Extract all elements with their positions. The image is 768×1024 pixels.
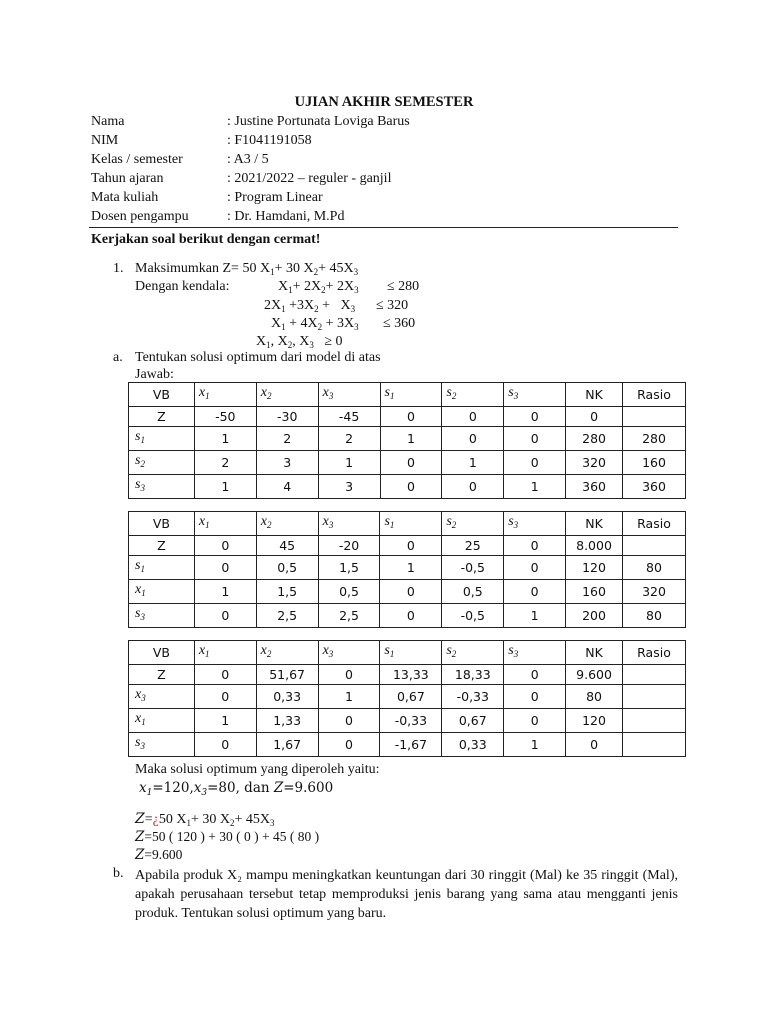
row-vb: $s_1$ [129,427,195,451]
solution-x1-value: =120, [152,780,194,796]
cell: 1,5 [256,580,318,604]
info-value-matkul: : Program Linear [227,190,323,205]
table-row [129,580,686,604]
header-s3: $s_3$ [504,641,566,665]
part-a-letter: a. [113,350,123,365]
header-s1: $s_1$ [380,512,442,536]
cell: 0 [318,709,380,733]
cell: 0,5 [318,580,380,604]
cell: 1 [194,580,256,604]
header-x3: $x_3$ [318,641,380,665]
cell: 0,67 [442,709,504,733]
cell: 1,33 [256,709,318,733]
z-line1-rest: 50 X [158,812,187,827]
cell: 2 [318,427,380,451]
simplex-table-1 [128,382,686,499]
part-b-text: Apabila produk X₂ mampu meningkatkan keuntungan dari 30 ringgit (Mal) ke 35 ringgit (Mal), apakah perusahaan tersebut tetap memproduksi jenis barang yang sama atau mengganti jenis produk. Tentukan solusi optimum yang baru. [135,868,678,921]
cell: 0 [318,733,380,757]
cell: 1 [318,685,380,709]
table-header-row [129,383,686,407]
table-row [129,407,686,427]
page-title: UJIAN AKHIR SEMESTER [294,94,474,110]
info-label-kelas: Kelas / semester [91,152,183,167]
nonneg-constraint: $X_1$, $X_2$, $X_3$ ≥ 0 [256,334,343,350]
cell: 1,5 [318,556,380,580]
cell [623,709,686,733]
header-s2: $s_2$ [442,641,504,665]
cell: 200 [566,604,623,628]
info-label-dosen: Dosen pengampu [91,209,189,224]
cell: 80 [623,604,686,628]
cell: 2,5 [318,604,380,628]
cell: 280 [566,427,623,451]
cell: 360 [623,475,686,499]
cell: 0 [194,733,256,757]
header-s2: $s_2$ [442,383,504,407]
cell: 1,67 [256,733,318,757]
header-rasio: Rasio [623,512,686,536]
cell [623,665,686,685]
z-equation-line-3: Z=9.600 [135,847,183,863]
cell: 0 [194,685,256,709]
cell: 0,5 [256,556,318,580]
solution-x3-value: =80 [207,780,236,796]
table-header-row [129,512,686,536]
answer-label: Jawab: [135,367,174,382]
conclusion-text: Maka solusi optimum yang diperoleh yaitu: [135,762,380,777]
nonneg-symbol: ≥ 0 [324,334,343,349]
cell: 1 [318,451,380,475]
cell: -0,5 [442,604,504,628]
header-s1: $s_1$ [380,641,442,665]
cell: 0 [504,556,566,580]
cell: 18,33 [442,665,504,685]
cell: 0 [380,451,442,475]
cell: 1 [194,709,256,733]
objective-prefix: Maksimumkan Z= 50 X [135,261,271,276]
cell: 0 [504,407,566,427]
cell: -20 [318,536,380,556]
cell: 3 [318,475,380,499]
cell: -0,33 [442,685,504,709]
cell: 0 [504,685,566,709]
cell: 0 [504,451,566,475]
header-x2: $x_2$ [256,641,318,665]
constraint-1-rhs: ≤ 280 [387,279,420,294]
row-vb: $s_2$ [129,451,195,475]
table-row [129,733,686,757]
cell: -30 [256,407,318,427]
cell: 160 [566,580,623,604]
header-vb: VB [129,383,195,407]
cell: 0 [194,604,256,628]
cell: 1 [504,733,566,757]
cell: 0,5 [442,580,504,604]
solution-and: , dan [235,780,270,796]
cell: 1 [380,427,442,451]
row-vb: $s_3$ [129,604,195,628]
table-row [129,427,686,451]
cell [623,733,686,757]
cell: 160 [623,451,686,475]
cell: 0 [504,665,566,685]
info-value-tahun: : 2021/2022 – reguler - ganjil [227,171,392,186]
cell: 1 [504,604,566,628]
header-rasio: Rasio [623,641,686,665]
cell: 0 [380,604,442,628]
cell: 51,67 [256,665,318,685]
cell: 8.000 [566,536,623,556]
table-row [129,685,686,709]
table-row [129,665,686,685]
header-x2: $x_2$ [256,512,318,536]
header-x3: $x_3$ [318,512,380,536]
header-x1: $x_1$ [194,383,256,407]
cell: 4 [256,475,318,499]
constraint-label: Dengan kendala: [135,279,230,294]
constraint-3-rhs: ≤ 360 [383,316,416,331]
cell: 0 [380,580,442,604]
cell: 0 [504,709,566,733]
info-label-nama: Nama [91,114,125,129]
row-vb: Z [129,536,195,556]
cell: 2 [194,451,256,475]
cell: 120 [566,709,623,733]
instruction: Kerjakan soal berikut dengan cermat! [91,232,321,247]
cell: 0 [566,407,623,427]
cell: 0 [566,733,623,757]
cell [623,407,686,427]
row-vb: $s_3$ [129,733,195,757]
cell: 1 [194,475,256,499]
cell: 280 [623,427,686,451]
cell: -1,67 [380,733,442,757]
cell: 3 [256,451,318,475]
constraint-2-rhs: ≤ 320 [376,298,409,313]
header-x1: $x_1$ [194,512,256,536]
table-header-row [129,641,686,665]
cell: 1 [442,451,504,475]
cell: 25 [442,536,504,556]
cell: 0 [194,556,256,580]
header-s1: $s_1$ [380,383,442,407]
cell: 0,33 [256,685,318,709]
row-vb: $s_1$ [129,556,195,580]
cell: 0 [504,536,566,556]
cell: 0 [194,536,256,556]
simplex-table-3 [128,640,686,757]
header-nk: NK [566,641,623,665]
table-row [129,709,686,733]
z-line2-text: =50 ( 120 ) + 30 ( 0 ) + 45 ( 80 ) [144,829,320,844]
cell: 1 [380,556,442,580]
header-x1: $x_1$ [194,641,256,665]
header-s3: $s_3$ [504,383,566,407]
cell: 320 [623,580,686,604]
cell: 0,67 [380,685,442,709]
cell: 45 [256,536,318,556]
optimum-solution: $x_1=120,x_3=80$, dan Z=9.600 [139,780,334,798]
cell: 2,5 [256,604,318,628]
header-divider [89,227,678,228]
cell: 80 [566,685,623,709]
cell: 0 [380,407,442,427]
info-value-nama: : Justine Portunata Loviga Barus [227,114,410,129]
header-rasio: Rasio [623,383,686,407]
z-line3-text: =9.600 [144,847,183,862]
row-vb: $x_1$ [129,580,195,604]
constraint-3: $X_1 + 4X_2 + 3X_3$ [271,316,359,332]
header-vb: VB [129,512,195,536]
problem-number: 1. [113,261,124,276]
table-row [129,475,686,499]
cell: 0 [318,665,380,685]
cell: 320 [566,451,623,475]
part-a-text: Tentukan solusi optimum dari model di atas [135,350,381,365]
info-value-nim: : F1041191058 [227,133,312,148]
cell [623,536,686,556]
cell: 0 [380,475,442,499]
cell: 1 [194,427,256,451]
row-vb: Z [129,407,195,427]
info-value-dosen: : Dr. Hamdani, M.Pd [227,209,345,224]
cell: 0 [442,427,504,451]
z-equation-line-2: Z=50 ( 120 ) + 30 ( 0 ) + 45 ( 80 ) [135,829,320,845]
cell: -45 [318,407,380,427]
row-vb: $x_3$ [129,685,195,709]
cell: 2 [256,427,318,451]
info-label-nim: NIM [91,133,119,148]
cell: 0,33 [442,733,504,757]
header-vb: VB [129,641,195,665]
part-b-letter: b. [113,866,124,881]
cell: 80 [623,556,686,580]
header-nk: NK [566,512,623,536]
constraint-1: $X_1+ 2X_2+ 2X_3$ [278,279,359,295]
cell: 13,33 [380,665,442,685]
row-vb: $s_3$ [129,475,195,499]
cell [623,685,686,709]
solution-z-value: =9.600 [283,780,334,796]
table-row [129,604,686,628]
z-equation-line-1: Z=¿50 $X_1+ 30$ $X_2+ 45X_3$ [135,811,275,828]
info-label-tahun: Tahun ajaran [91,171,164,186]
header-s2: $s_2$ [442,512,504,536]
info-value-kelas: : A3 / 5 [227,152,269,167]
row-vb: $x_1$ [129,709,195,733]
header-x3: $x_3$ [318,383,380,407]
table-row [129,536,686,556]
info-label-matkul: Mata kuliah [91,190,159,205]
cell: -0,33 [380,709,442,733]
cell: 0 [194,665,256,685]
cell: 1 [504,475,566,499]
table-row [129,556,686,580]
header-s3: $s_3$ [504,512,566,536]
constraint-2: $2X_1 +3X_2 + X_3$ [264,298,356,314]
cell: -50 [194,407,256,427]
cell: 0 [442,407,504,427]
cell: 0 [504,427,566,451]
cell: 0 [504,580,566,604]
row-vb: Z [129,665,195,685]
cell: 9.600 [566,665,623,685]
header-x2: $x_2$ [256,383,318,407]
cell: 120 [566,556,623,580]
simplex-table-2 [128,511,686,628]
cell: -0,5 [442,556,504,580]
table-row [129,451,686,475]
header-nk: NK [566,383,623,407]
cell: 360 [566,475,623,499]
cell: 0 [380,536,442,556]
objective-function: Maksimumkan Z= 50 $X_1+ 30$ $X_2+ 45X_3$ [135,261,359,277]
cell: 0 [442,475,504,499]
